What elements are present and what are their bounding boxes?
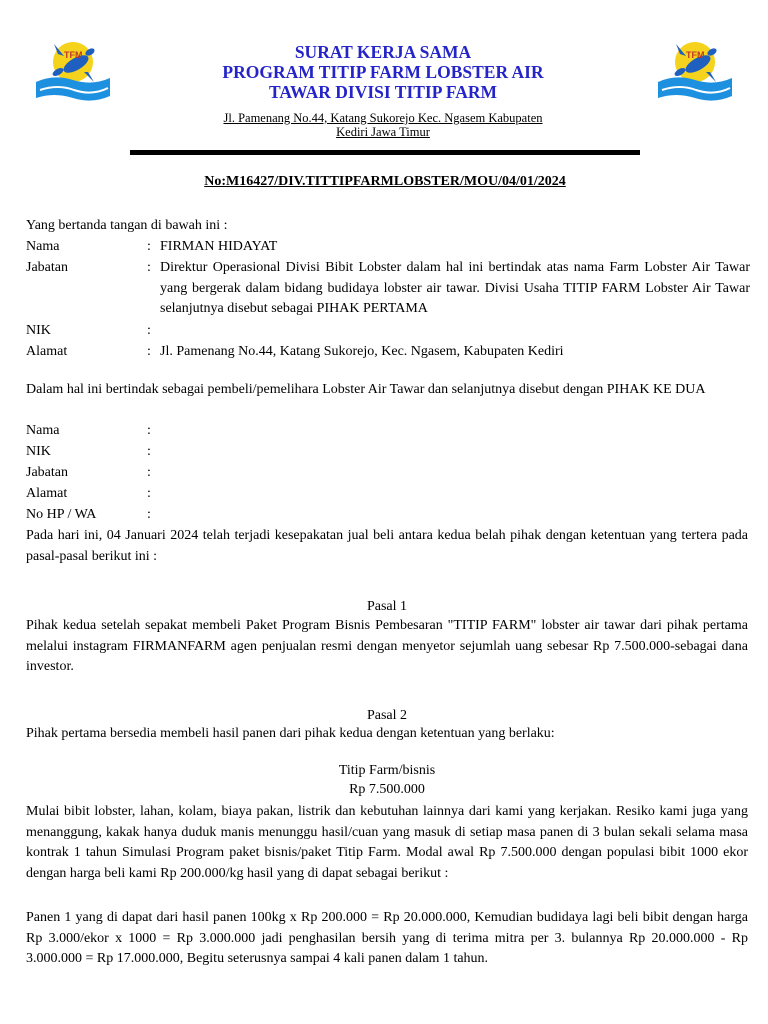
pasal-1-text: Pihak kedua setelah sepakat membeli Paket Program Bisnis Pembesaran "TITIP FARM" lobster air tawar dari pihak pertama melalui instagram FIRMANFARM agen penjualan resmi dengan menyetor sejumlah uang sebesar Rp 7.500.000-sebagai dana investor. <box>26 618 748 674</box>
package-title: Titip Farm/bisnis <box>338 763 436 778</box>
field-label: Nama <box>26 239 60 254</box>
title-line: SURAT KERJA SAMA <box>294 42 472 62</box>
title-line: TAWAR DIVISI TITIP FARM <box>268 82 498 102</box>
field-label: NIK <box>26 323 51 338</box>
field-value: Jl. Pamenang No.44, Katang Sukorejo, Kec. Ngasem, Kabupaten Kediri <box>160 344 564 359</box>
package-details: Mulai bibit lobster, lahan, kolam, biaya pakan, listrik dan kebutuhan lainnya dari kami yang kerjakan. Resiko kami juga yang menanggung, kakak hanya duduk manis menunggu hasil/cuan yang masuk di setiap masa panen di 3 bulan sekali selama masa kontrak 1 tahun Simulasi Program paket bisnis/paket Titip Farm. Modal awal Rp 7.500.000 dengan populasi bibit 1000 ekor dengan harga beli kami Rp 200.000/kg hasil yang di dapat sebagai berikut : <box>26 804 748 881</box>
field-colon: : <box>147 444 151 459</box>
svg-text:TFM: TFM <box>64 50 83 60</box>
field-label: Jabatan <box>26 465 68 480</box>
svg-text:TFM: TFM <box>686 50 705 60</box>
agreement-intro: Pada hari ini, 04 Januari 2024 telah terjadi kesepakatan jual beli antara kedua belah pihak dengan ketentuan yang tertera pada pasal-pasal berikut ini : <box>26 528 748 564</box>
logo-right <box>656 38 734 104</box>
header-divider <box>130 150 640 155</box>
title-line: PROGRAM TITIP FARM LOBSTER AIR <box>222 62 544 82</box>
logo-left <box>34 38 112 104</box>
field-value: Direktur Operasional Divisi Bibit Lobster dalam hal ini bertindak atas nama Farm Lobster Air Tawar yang bergerak dalam bidang budidaya lobster air tawar. Divisi Usaha TITIP FARM Lobster Air Tawar selanjutnya disebut sebagai PIHAK PERTAMA <box>160 260 750 316</box>
package-price: Rp 7.500.000 <box>349 782 425 797</box>
document-number: No:M16427/DIV.TITTIPFARMLOBSTER/MOU/04/01/2024 <box>204 174 566 189</box>
pasal-2-text: Pihak pertama bersedia membeli hasil panen dari pihak kedua dengan ketentuan yang berlaku: <box>26 726 555 741</box>
pihak-kedua-intro: Dalam hal ini bertindak sebagai pembeli/pemelihara Lobster Air Tawar dan selanjutnya disebut dengan PIHAK KE DUA <box>26 382 706 397</box>
lobster-logo-icon <box>34 38 112 104</box>
field-colon: : <box>147 507 151 522</box>
field-colon: : <box>147 344 151 359</box>
address-line: Kediri Jawa Timur <box>336 125 430 139</box>
field-colon: : <box>147 260 151 275</box>
field-colon: : <box>147 423 151 438</box>
field-colon: : <box>147 323 151 338</box>
field-colon: : <box>147 465 151 480</box>
pasal-2-heading: Pasal 2 <box>366 708 408 723</box>
field-label: Alamat <box>26 344 68 359</box>
field-colon: : <box>147 239 151 254</box>
pasal-1-heading: Pasal 1 <box>366 599 408 614</box>
field-label: NIK <box>26 444 51 459</box>
document-title <box>130 42 636 102</box>
field-label: Nama <box>26 423 60 438</box>
lobster-logo-icon <box>656 38 734 104</box>
field-colon: : <box>147 486 151 501</box>
company-address <box>150 111 616 139</box>
field-label: No HP / WA <box>26 507 97 522</box>
address-line: Jl. Pamenang No.44, Katang Sukorejo Kec. Ngasem Kabupaten <box>223 111 543 125</box>
panen-simulation: Panen 1 yang di dapat dari hasil panen 100kg x Rp 200.000 = Rp 20.000.000, Kemudian budidaya lagi beli bibit dengan harga Rp 3.000/ekor x 1000 = Rp 3.000.000 jadi penghasilan bersih yang di terima mitra per 3. bulannya Rp 20.000.000 - Rp 3.000.000 = Rp 17.000.000, Begitu seterusnya sampai 4 kali panen dalam 1 tahun. <box>26 910 748 966</box>
field-value: FIRMAN HIDAYAT <box>160 239 278 254</box>
intro-text: Yang bertanda tangan di bawah ini : <box>26 218 228 233</box>
field-label: Alamat <box>26 486 68 501</box>
field-label: Jabatan <box>26 260 68 275</box>
